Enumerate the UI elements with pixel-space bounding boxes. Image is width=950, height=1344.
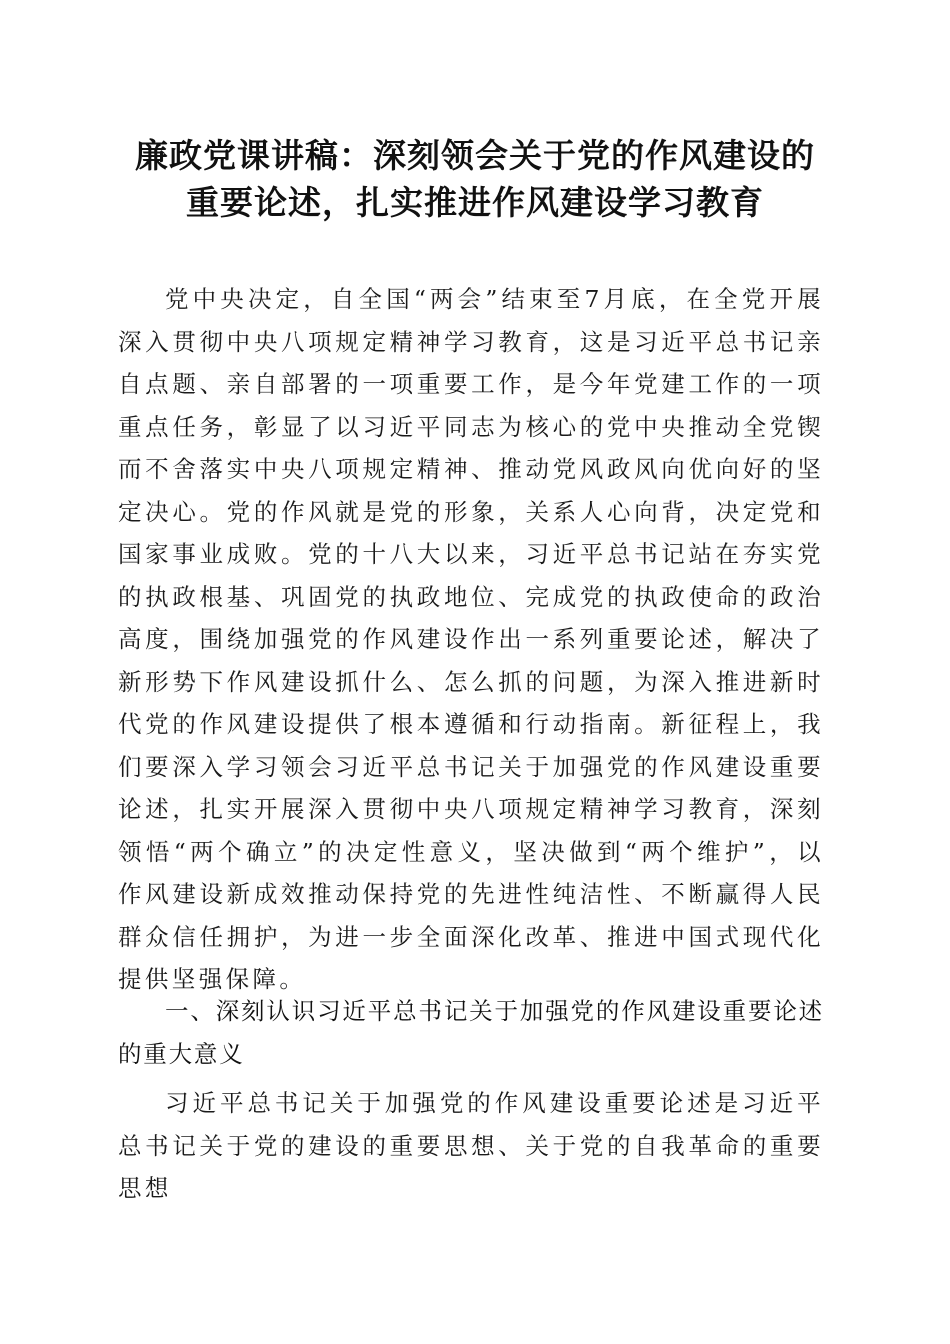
title-line-1: 廉政党课讲稿：深刻领会关于党的作风建设的 [135,136,815,175]
document-title [100,132,850,226]
intro-paragraph: 党中央决定，自全国“两会”结束至7月底，在全党开展深入贯彻中央八项规定精神学习教育，这是习近平总书记亲自点题、亲自部署的一项重要工作，是今年党建工作的一项重点任务，彰显了以习近平同志为核心的党中央推动全党锲而不舍落实中央八项规定精神、推动党风政风向优向好的坚定决心。党的作风就是党的形象，关系人心向背，决定党和国家事业成败。党的十八大以来，习近平总书记站在夯实党的执政根基、巩固党的执政地位、完成党的执政使命的政治高度，围绕加强党的作风建设作出一系列重要论述，解决了新形势下作风建设抓什么、怎么抓的问题，为深入推进新时代党的作风建设提供了根本遵循和行动指南。新征程上，我们要深入学习领会习近平总书记关于加强党的作风建设重要论述，扎实开展深入贯彻中央八项规定精神学习教育，深刻领悟“两个确立”的决定性意义，坚决做到“两个维护”，以作风建设新成效推动保持党的先进性纯洁性、不断赢得人民群众信任拥护，为进一步全面深化改革、推进中国式现代化提供坚强保障。 [118,285,824,993]
section-heading-1: 一、深刻认识习近平总书记关于加强党的作风建设重要论述的重大意义 [118,997,824,1068]
section-1-paragraph: 习近平总书记关于加强党的作风建设重要论述是习近平总书记关于党的建设的重要思想、关于党的自我革命的重要思想 [118,1089,824,1202]
title-line-2: 重要论述，扎实推进作风建设学习教育 [186,183,764,222]
